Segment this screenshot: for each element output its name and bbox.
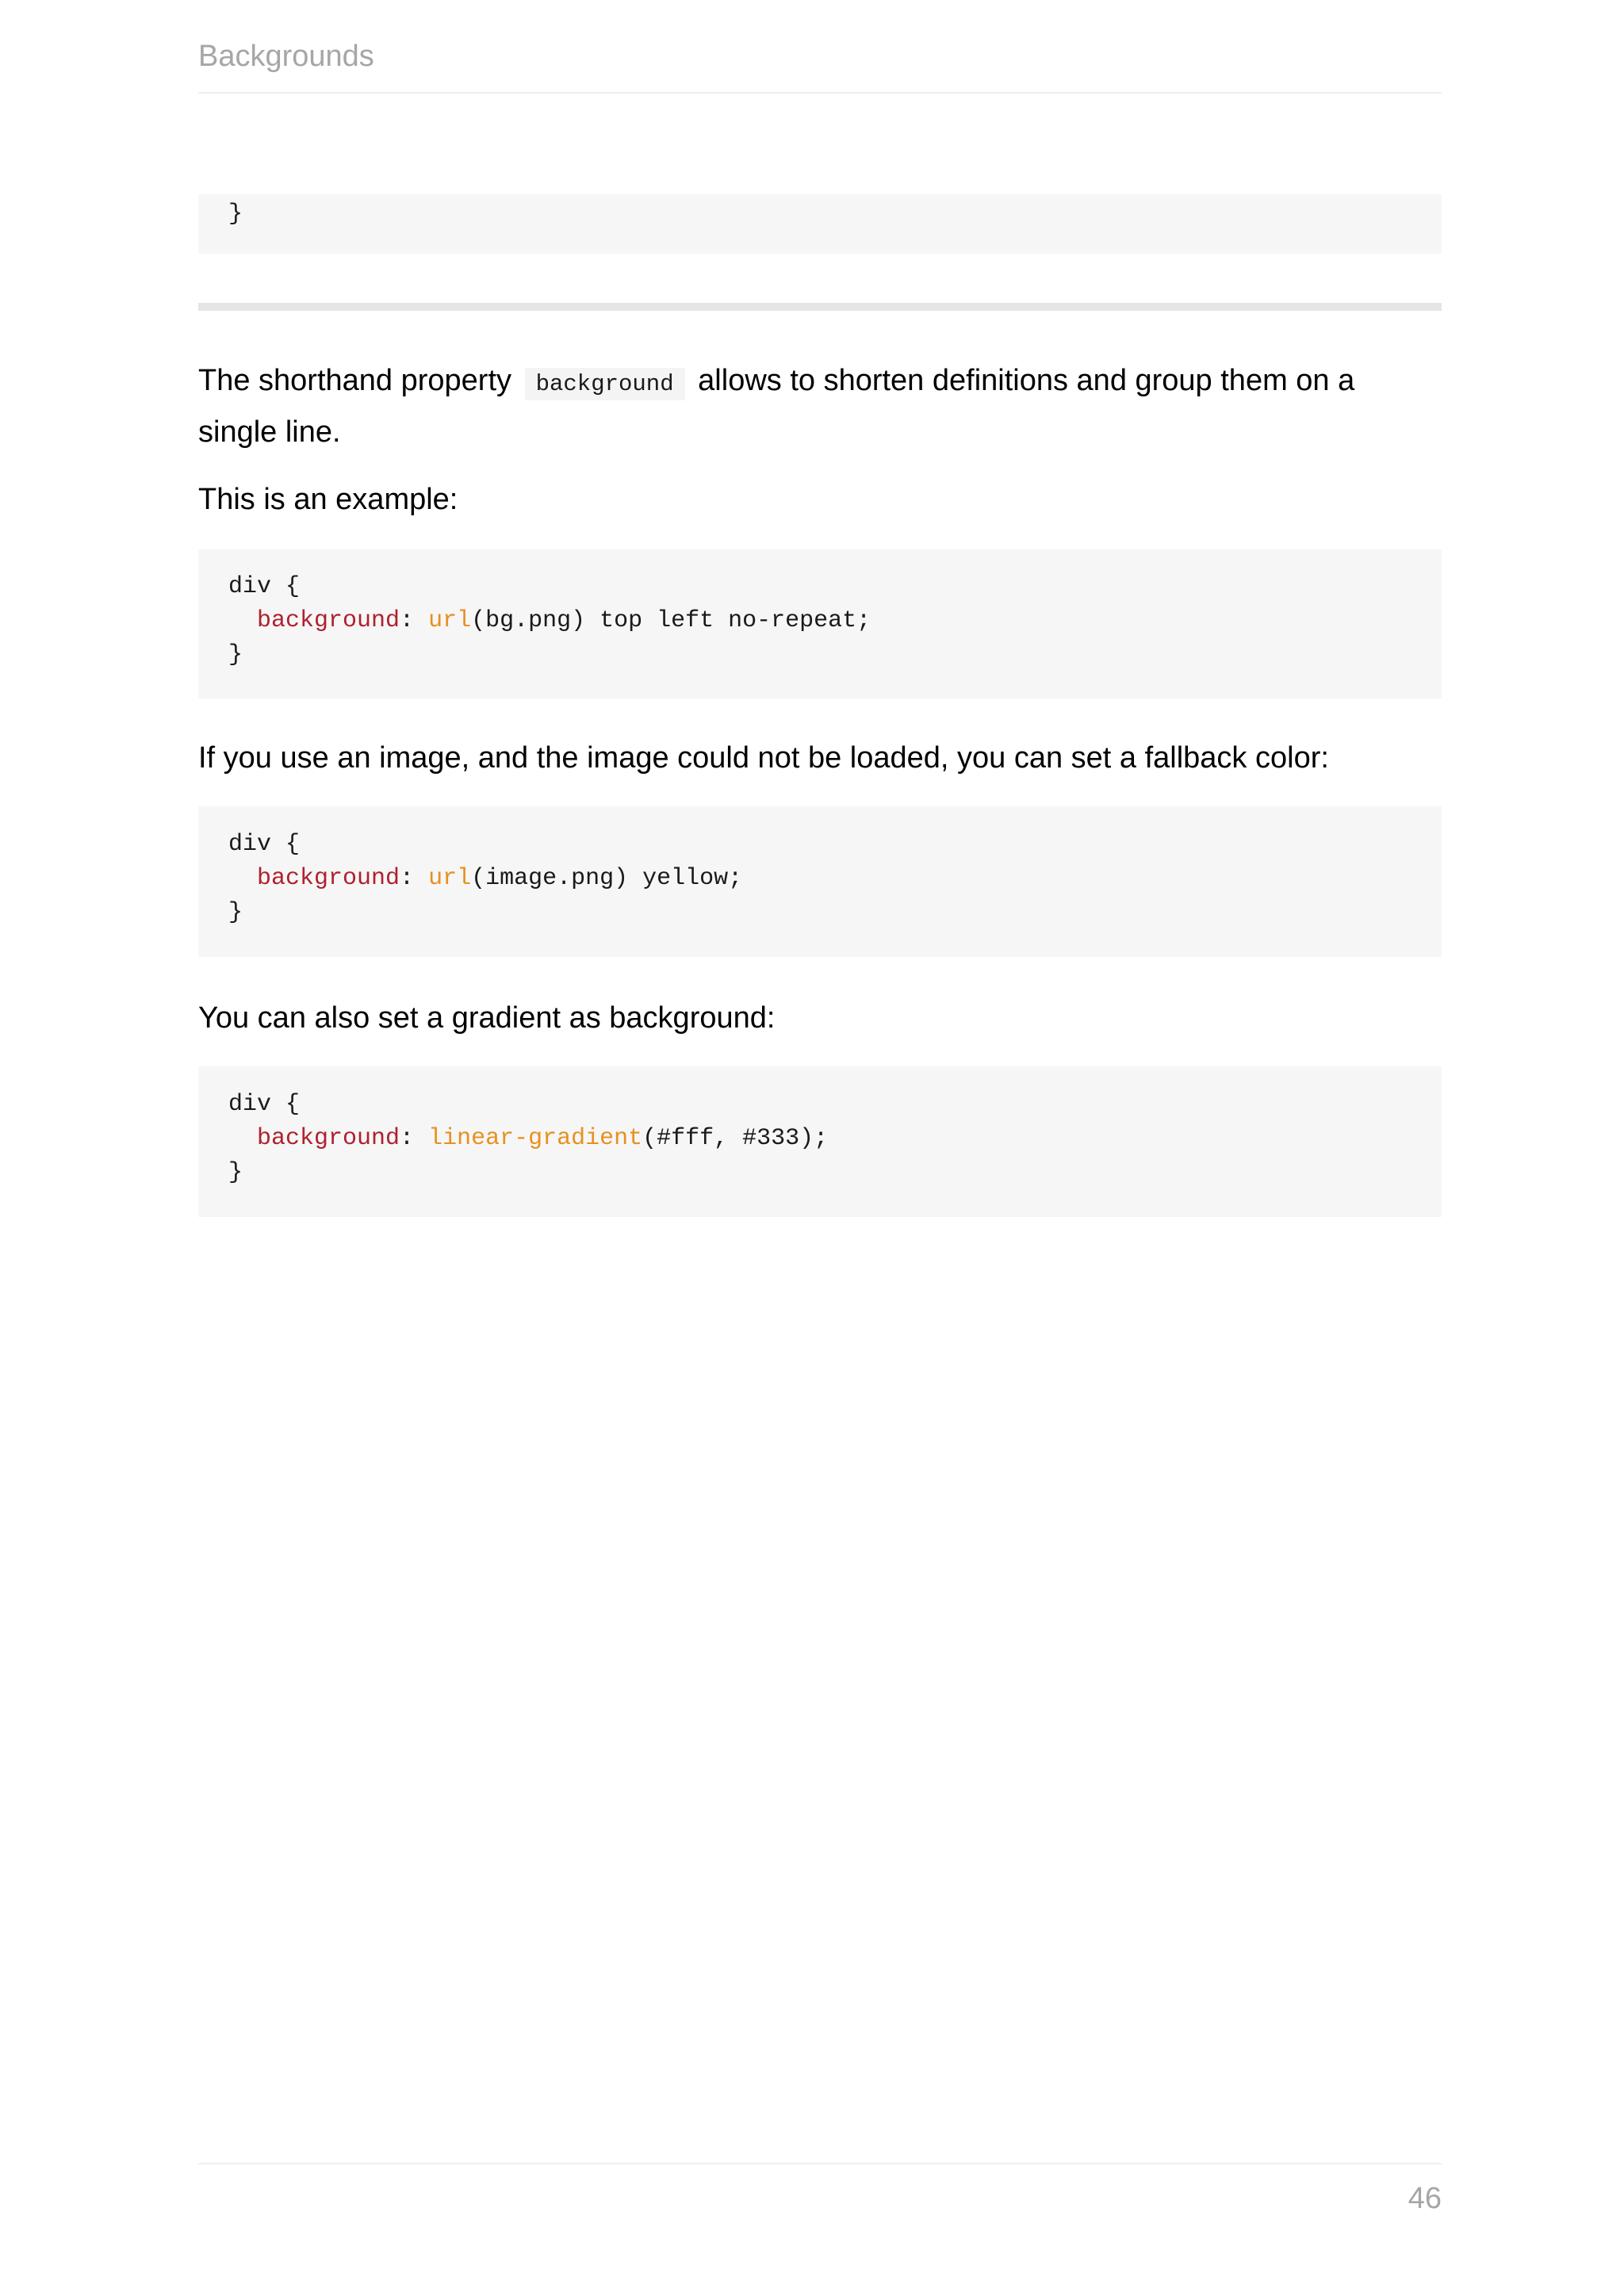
code-indent [228,607,257,634]
code-line-declaration [228,1122,1442,1156]
code-line-declaration [228,604,1442,638]
paragraph-text: allows to shorten definitions and group them on a single line. [198,364,1355,449]
code-value: (bg.png) top left no-repeat; [471,607,871,634]
inline-code-background: background [525,368,685,400]
paragraph-gradient-intro: You can also set a gradient as background: [198,1001,776,1035]
code-indent [228,865,257,892]
paragraph-example-intro: This is an example: [198,483,458,516]
code-colon: : [400,1125,429,1152]
code-colon: : [400,607,429,634]
code-property: background [257,865,400,892]
code-line-open: div { [228,831,301,858]
code-function: url [428,607,472,634]
code-colon: : [400,865,429,892]
code-line-close: } [228,641,243,668]
code-value: (image.png) yellow; [471,865,743,892]
paragraph-text: The shorthand property [198,364,512,397]
code-line-declaration [228,862,1442,896]
code-property: background [257,607,400,634]
running-title: Backgrounds [198,40,374,73]
paragraph-fallback-intro: If you use an image, and the image could not be loaded, you can set a fallback color: [198,741,1329,775]
paragraph-shorthand [198,357,1442,456]
code-line-close: } [228,899,243,926]
code-value: (#fff, #333); [642,1125,829,1152]
code-line-close: } [228,201,243,228]
code-block-example-1 [198,549,1442,698]
code-line-open: div { [228,573,301,600]
page-header [198,38,1442,94]
code-property: background [257,1125,400,1152]
code-line-close: } [228,1159,243,1186]
code-function: linear-gradient [428,1125,643,1152]
page-number: 46 [1408,2182,1442,2215]
code-block-example-2 [198,806,1442,957]
code-function: url [428,865,472,892]
code-block-fragment [198,194,1442,254]
section-divider [198,303,1442,311]
code-line-open: div { [228,1091,301,1118]
code-indent [228,1125,257,1152]
page-footer [198,2163,1442,2236]
code-block-example-3 [198,1066,1442,1217]
